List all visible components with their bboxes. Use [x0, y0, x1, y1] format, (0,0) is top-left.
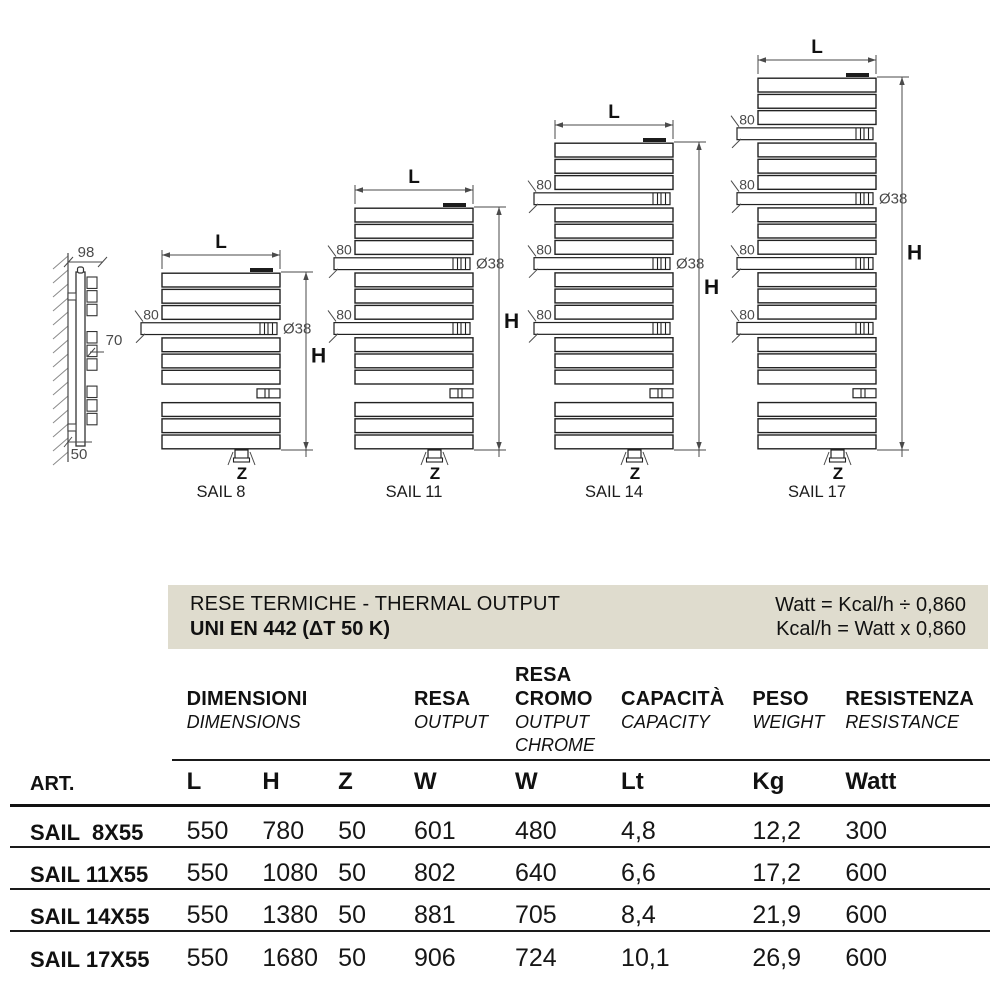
- wall-hatch: [53, 368, 68, 381]
- cell-l: 550: [172, 805, 248, 847]
- dim-label-50: 50: [70, 446, 88, 463]
- dim-tick: [328, 310, 336, 321]
- slat: [555, 240, 673, 254]
- open-towel-bar: [334, 323, 470, 335]
- cell-w: 906: [413, 944, 456, 972]
- slat: [355, 403, 473, 417]
- dim-label-z: Z: [832, 464, 844, 483]
- model-label: SAIL 11: [385, 483, 443, 501]
- wall-hatch: [53, 256, 68, 269]
- dim-arrow: [496, 207, 501, 215]
- dim-label-l: L: [811, 37, 823, 58]
- cell-lt: 4,8: [606, 805, 737, 847]
- slat: [555, 224, 673, 238]
- wall-hatch: [53, 326, 68, 339]
- side-slat: [87, 304, 97, 315]
- valve-collar: [427, 458, 443, 462]
- group-sub-label: OUTPUT: [413, 712, 488, 732]
- dim-label-dia38: Ø38: [879, 190, 908, 208]
- col-header-l: L: [172, 760, 248, 805]
- dim-arrow: [303, 442, 308, 450]
- cell-lt: 8,4: [606, 889, 737, 931]
- wall-hatch: [53, 452, 68, 465]
- cell-w: 881: [399, 889, 500, 931]
- cell-w-chrome: 480: [500, 805, 606, 847]
- dim-tick: [328, 246, 336, 257]
- slat: [758, 273, 876, 287]
- open-towel-bar: [737, 193, 873, 205]
- dim-label-80: 80: [536, 241, 552, 258]
- col-header-watt: Watt: [830, 760, 990, 805]
- col-header-kg: Kg: [737, 760, 830, 805]
- wall-hatch: [53, 284, 68, 297]
- group-sub-label: DIMENSIONS: [186, 712, 301, 732]
- side-slat: [87, 359, 97, 370]
- cell-w: 601: [399, 805, 500, 847]
- dim-label-80: 80: [143, 306, 159, 323]
- dim-tick: [731, 245, 739, 256]
- cell-kg: 12,2: [737, 805, 830, 847]
- slat: [355, 289, 473, 303]
- dim-label-80: 80: [739, 176, 755, 193]
- dim-tick: [643, 452, 648, 465]
- slat: [355, 241, 473, 255]
- cell-z: 50: [338, 944, 366, 972]
- cell-z: 50: [323, 889, 399, 931]
- group-sub-label: CHROME: [514, 735, 595, 755]
- cell-l: 550: [172, 847, 248, 889]
- formula-watt: Watt = Kcal/h ÷ 0,860: [775, 594, 966, 616]
- slat: [162, 354, 280, 368]
- thermal-output-header: [168, 585, 988, 649]
- wall-bracket-bottom: [68, 424, 76, 431]
- slat: [758, 403, 876, 417]
- side-slat: [87, 291, 97, 302]
- dim-label-80: 80: [336, 241, 352, 258]
- slat: [355, 305, 473, 319]
- wall-hatch: [53, 424, 68, 437]
- slat: [555, 354, 673, 368]
- dim-arrow: [496, 442, 501, 450]
- slat: [555, 370, 673, 384]
- wall-hatch: [53, 382, 68, 395]
- open-towel-bar: [534, 193, 670, 205]
- dim-label-dia38: Ø38: [476, 255, 505, 273]
- dim-arrow: [555, 122, 563, 127]
- open-towel-bar: [737, 258, 873, 270]
- side-slat: [87, 413, 97, 424]
- dim-label-z: Z: [236, 464, 248, 483]
- dim-arrow: [899, 77, 904, 85]
- open-towel-bar: [534, 323, 670, 335]
- cell-h: 780: [247, 805, 323, 847]
- dim-label-80: 80: [739, 306, 755, 323]
- dim-tick: [421, 452, 426, 465]
- slat: [758, 111, 876, 125]
- radiator-sail-17: [731, 37, 922, 501]
- cell-w: 802: [399, 847, 500, 889]
- group-resa-cromo: [500, 648, 606, 760]
- group-resa: [399, 648, 500, 760]
- wall-hatch: [53, 354, 68, 367]
- slat: [555, 435, 673, 449]
- slat: [355, 435, 473, 449]
- side-view: [53, 244, 122, 465]
- slat: [555, 419, 673, 433]
- valve-collar: [234, 458, 250, 462]
- dim-tick: [528, 181, 536, 192]
- dim-tick: [731, 310, 739, 321]
- group-main-label: RESA: [413, 688, 471, 710]
- slat: [555, 208, 673, 222]
- group-header-row: [10, 648, 990, 760]
- slat: [555, 159, 673, 173]
- table-row: [10, 805, 990, 847]
- slat: [758, 338, 876, 352]
- group-main-label: PESO: [752, 688, 809, 710]
- cell-watt: 300: [830, 805, 990, 847]
- slat: [555, 305, 673, 319]
- group-dimensioni: [172, 648, 399, 760]
- valve-collar: [627, 458, 643, 462]
- slat: [758, 370, 876, 384]
- side-collector: [76, 272, 85, 446]
- air-vent: [443, 203, 466, 207]
- cell-lt: 10,1: [621, 944, 670, 972]
- air-vent: [250, 268, 273, 272]
- slat: [355, 370, 473, 384]
- slat: [758, 208, 876, 222]
- open-towel-bar: [334, 258, 470, 270]
- row-art: SAIL 17X55: [30, 947, 150, 972]
- spec-table: [10, 648, 990, 973]
- wall-hatch: [53, 270, 68, 283]
- slat: [758, 419, 876, 433]
- slat: [162, 273, 280, 287]
- slat: [355, 208, 473, 222]
- slat: [355, 224, 473, 238]
- slat: [555, 403, 673, 417]
- dim-label-dia38: Ø38: [676, 255, 705, 273]
- dim-tick: [528, 310, 536, 321]
- group-sub-label: OUTPUT: [514, 712, 589, 732]
- dim-tick: [135, 311, 143, 322]
- slat: [355, 419, 473, 433]
- table-row: [10, 931, 990, 973]
- dim-arrow: [162, 252, 170, 257]
- side-slat: [87, 332, 97, 343]
- group-resistenza: [830, 648, 990, 760]
- col-header-z: Z: [323, 760, 399, 805]
- unit-header-row: [10, 760, 990, 805]
- cell-z: 50: [323, 847, 399, 889]
- col-header-lt: Lt: [606, 760, 737, 805]
- slat: [162, 419, 280, 433]
- col-header-w: W: [399, 760, 500, 805]
- dim-label-80: 80: [739, 111, 755, 128]
- model-label: SAIL 17: [787, 483, 847, 501]
- dim-label-80: 80: [336, 306, 352, 323]
- cell-h: 1080: [247, 847, 323, 889]
- cell-w-chrome: 705: [500, 889, 606, 931]
- dim-label-z: Z: [429, 464, 441, 483]
- dim-tick: [228, 452, 233, 465]
- row-art: SAIL 11X55: [10, 847, 172, 889]
- cell-z: 50: [323, 805, 399, 847]
- dim-label-80: 80: [739, 241, 755, 258]
- slat: [555, 289, 673, 303]
- dim-label-80: 80: [536, 306, 552, 323]
- slat: [758, 94, 876, 108]
- cell-kg: 21,9: [737, 889, 830, 931]
- group-main-label: CAPACITÀ: [621, 688, 725, 710]
- dim-tick: [846, 452, 851, 465]
- cell-lt: 6,6: [606, 847, 737, 889]
- dim-label-98: 98: [77, 244, 95, 261]
- group-sub-label: CAPACITY: [621, 712, 710, 732]
- dim-arrow: [696, 442, 701, 450]
- dim-label-80: 80: [536, 176, 552, 193]
- dim-label-l: L: [408, 167, 420, 188]
- side-slat: [87, 386, 97, 397]
- dim-arrow: [303, 272, 308, 280]
- open-towel-bar: [737, 128, 873, 140]
- slat: [355, 273, 473, 287]
- slat: [758, 143, 876, 157]
- cell-h: 1680: [262, 944, 319, 972]
- slat: [555, 338, 673, 352]
- table-row: [10, 889, 990, 931]
- wall-hatch: [53, 396, 68, 409]
- col-header-w-chrome: W: [500, 760, 606, 805]
- cell-watt: 600: [830, 889, 990, 931]
- table-row: [10, 847, 990, 889]
- formula-kcal: Kcal/h = Watt x 0,860: [776, 618, 966, 640]
- dim-arrow: [355, 187, 363, 192]
- dim-label-h: H: [311, 344, 327, 368]
- conversion-formulas: [775, 593, 966, 641]
- slat: [162, 306, 280, 320]
- cell-h: 1380: [247, 889, 323, 931]
- cell-watt: 600: [845, 944, 888, 972]
- slat: [555, 273, 673, 287]
- dim-label-z: Z: [629, 464, 641, 483]
- wall-hatch: [53, 410, 68, 423]
- dim-tick: [731, 116, 739, 127]
- side-slat: [87, 277, 97, 288]
- dim-tick: [621, 452, 626, 465]
- dim-label-h: H: [907, 241, 923, 265]
- dim-label-dia38: Ø38: [283, 320, 312, 338]
- slat: [355, 338, 473, 352]
- wall-bracket-top: [68, 293, 76, 300]
- dim-label-h: H: [504, 310, 520, 334]
- dim-arrow: [758, 57, 766, 62]
- slat: [758, 78, 876, 92]
- dim-arrow: [272, 252, 280, 257]
- slat: [758, 305, 876, 319]
- group-main-label: DIMENSIONI: [186, 688, 308, 710]
- radiator-sail-11: [328, 167, 519, 501]
- cell-w-chrome: 724: [514, 944, 557, 972]
- wall-hatch: [53, 340, 68, 353]
- header-standard: UNI EN 442 (ΔT 50 K): [190, 618, 390, 640]
- valve-collar: [830, 458, 846, 462]
- header-title: RESE TERMICHE - THERMAL OUTPUT: [190, 593, 561, 615]
- dim-arrow: [696, 142, 701, 150]
- cell-watt: 600: [830, 847, 990, 889]
- air-vent: [846, 73, 869, 77]
- side-slat: [87, 400, 97, 411]
- radiator-sail-14: [528, 102, 719, 501]
- side-vent: [78, 267, 84, 273]
- dim-arrow: [899, 442, 904, 450]
- header-titles: [190, 593, 560, 641]
- model-label: SAIL 8: [196, 483, 246, 501]
- slat: [555, 143, 673, 157]
- slat: [555, 176, 673, 190]
- slat: [758, 224, 876, 238]
- group-spacer: [10, 648, 172, 760]
- group-sub-label: WEIGHT: [752, 712, 825, 732]
- open-towel-bar: [141, 323, 277, 335]
- col-header-h: H: [247, 760, 323, 805]
- dim-label-l: L: [215, 232, 227, 253]
- dim-tick: [528, 245, 536, 256]
- slat: [162, 289, 280, 303]
- wall-hatch: [53, 298, 68, 311]
- cell-kg: 17,2: [737, 847, 830, 889]
- slat: [758, 176, 876, 190]
- slat: [162, 370, 280, 384]
- slat: [162, 435, 280, 449]
- cell-l: 550: [186, 944, 229, 972]
- col-header-art: ART.: [10, 760, 172, 805]
- slat: [758, 354, 876, 368]
- model-label: SAIL 14: [584, 483, 644, 501]
- row-art: SAIL 14X55: [10, 889, 172, 931]
- group-main-label: CROMO: [514, 688, 593, 710]
- dim-tick: [824, 452, 829, 465]
- group-main-label: RESA: [514, 664, 572, 686]
- dim-arrow: [868, 57, 876, 62]
- group-capacita: [606, 648, 737, 760]
- row-art: SAIL 8X55: [10, 805, 172, 847]
- cell-kg: 26,9: [752, 944, 802, 972]
- slat: [758, 289, 876, 303]
- dim-tick: [731, 181, 739, 192]
- dim-tick: [250, 452, 255, 465]
- slat: [162, 403, 280, 417]
- air-vent: [643, 138, 666, 142]
- radiator-sail-8: [135, 232, 326, 501]
- cell-w-chrome: 640: [500, 847, 606, 889]
- dim-label-70: 70: [105, 332, 123, 349]
- dim-arrow: [465, 187, 473, 192]
- dim-tick: [443, 452, 448, 465]
- group-main-label: RESISTENZA: [845, 688, 974, 710]
- dim-label-h: H: [704, 275, 720, 299]
- dim-arrow: [665, 122, 673, 127]
- slat: [758, 240, 876, 254]
- group-sub-label: RESISTANCE: [845, 712, 959, 732]
- open-towel-bar: [737, 322, 873, 334]
- open-towel-bar: [534, 258, 670, 270]
- cell-l: 550: [172, 889, 248, 931]
- slat: [758, 435, 876, 449]
- slat: [162, 338, 280, 352]
- wall-hatch: [53, 312, 68, 325]
- slat: [355, 354, 473, 368]
- group-peso: [737, 648, 830, 760]
- slat: [758, 159, 876, 173]
- dim-label-l: L: [608, 102, 620, 123]
